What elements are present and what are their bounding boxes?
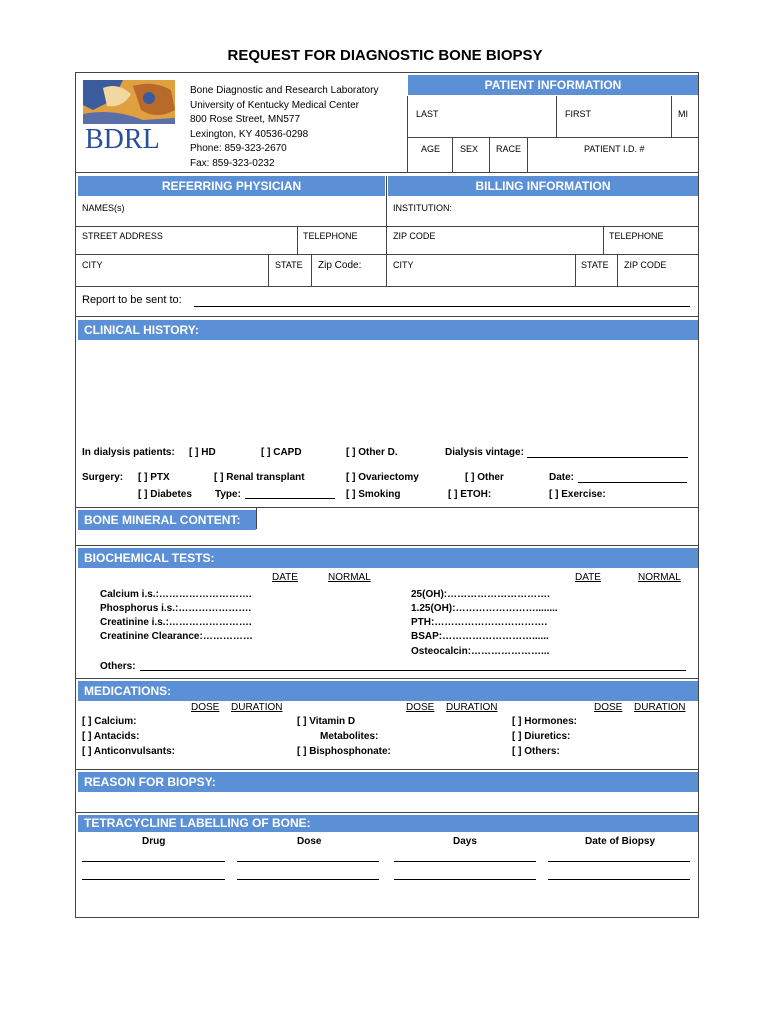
lab-address <box>190 84 378 172</box>
exercise-checkbox[interactable]: [ ] Exercise: <box>549 489 606 500</box>
other-surgery-checkbox[interactable]: [ ] Other <box>465 472 504 483</box>
address-line: University of Kentucky Medical Center <box>190 99 359 111</box>
calcium-test: Calcium i.s.:………………………. <box>100 589 252 600</box>
days-line-1[interactable] <box>394 861 536 862</box>
ptx-checkbox[interactable]: [ ] PTX <box>138 472 170 483</box>
med-duration-header-3: DURATION <box>634 702 686 713</box>
bill-state-label: STATE <box>581 260 609 270</box>
address-line: 800 Rose Street, MN577 <box>190 114 301 126</box>
patient-id-label: PATIENT I.D. # <box>584 144 645 154</box>
bio-date-header: DATE <box>272 572 298 583</box>
bio-date-header-2: DATE <box>575 572 601 583</box>
phosphorus-test: Phosphorus i.s.:…………………. <box>100 603 252 614</box>
drug-line-1[interactable] <box>82 861 225 862</box>
25oh-test: 25(OH):…………………………. <box>411 589 550 600</box>
diabetes-checkbox[interactable]: [ ] Diabetes <box>138 489 192 500</box>
vitamin-d-checkbox[interactable]: [ ] Vitamin D <box>297 716 356 727</box>
date-of-biopsy-label: Date of Biopsy <box>585 836 656 847</box>
days-column-label: Days <box>453 836 477 847</box>
others-med-checkbox[interactable]: [ ] Others: <box>512 746 560 757</box>
med-dose-header-2: DOSE <box>406 702 435 713</box>
institution-label: INSTITUTION: <box>393 203 452 213</box>
surgery-date-label: Date: <box>549 472 575 483</box>
others-test-line[interactable] <box>140 670 686 671</box>
date-line-1[interactable] <box>548 861 690 862</box>
osteocalcin-test: Osteocalcin:…………………... <box>411 646 550 657</box>
days-line-2[interactable] <box>394 879 536 880</box>
others-test-label: Others: <box>100 661 136 672</box>
address-line: Fax: 859-323-0232 <box>190 157 275 169</box>
creatinine-clearance-test: Creatinine Clearance:…………… <box>100 631 253 642</box>
report-to-label: Report to be sent to: <box>82 294 182 306</box>
bio-normal-header: NORMAL <box>328 572 371 583</box>
address-line: Lexington, KY 40536-0298 <box>190 128 309 140</box>
med-dose-header: DOSE <box>191 702 220 713</box>
anticonvulsants-checkbox[interactable]: [ ] Anticonvulsants: <box>82 746 175 757</box>
tetracycline-header: TETRACYCLINE LABELLING OF BONE: <box>78 815 698 832</box>
bisphosphonate-checkbox[interactable]: [ ] Bisphosphonate: <box>297 746 391 757</box>
other-d-checkbox[interactable]: [ ] Other D. <box>346 447 398 458</box>
age-label: AGE <box>421 144 441 154</box>
dialysis-vintage-line[interactable] <box>527 457 688 458</box>
ref-zip-label: Zip Code: <box>318 260 362 271</box>
antacids-checkbox[interactable]: [ ] Antacids: <box>82 731 140 742</box>
med-dose-header-3: DOSE <box>594 702 623 713</box>
pth-test: PTH:……………………………. <box>411 617 548 628</box>
bsap-test: BSAP:………………………...... <box>411 631 549 642</box>
reason-biopsy-header: REASON FOR BIOPSY: <box>78 772 698 792</box>
bill-zip2-label: ZIP CODE <box>624 260 667 270</box>
dose-line-2[interactable] <box>237 879 379 880</box>
bill-zip-label: ZIP CODE <box>393 231 436 241</box>
form-title: REQUEST FOR DIAGNOSTIC BONE BIOPSY <box>227 47 543 64</box>
hd-checkbox[interactable]: [ ] HD <box>189 447 216 458</box>
diuretics-checkbox[interactable]: [ ] Diuretics: <box>512 731 571 742</box>
mi-label: MI <box>678 109 688 119</box>
hormones-checkbox[interactable]: [ ] Hormones: <box>512 716 577 727</box>
dose-line-1[interactable] <box>237 861 379 862</box>
surgery-date-line[interactable] <box>578 482 687 483</box>
street-address-label: STREET ADDRESS <box>82 231 163 241</box>
diabetes-type-label: Type: <box>215 489 241 500</box>
bone-mineral-header: BONE MINERAL CONTENT: <box>78 510 256 530</box>
biochemical-tests-header: BIOCHEMICAL TESTS: <box>78 548 698 568</box>
capd-checkbox[interactable]: [ ] CAPD <box>261 447 302 458</box>
bdrl-logo <box>83 80 175 152</box>
125oh-test: 1.25(OH):……………………........ <box>411 603 558 614</box>
address-line: Phone: 859-323-2670 <box>190 143 287 155</box>
renal-transplant-checkbox[interactable]: [ ] Renal transplant <box>214 472 305 483</box>
creatinine-test: Creatinine i.s.:……………………. <box>100 617 252 628</box>
ref-state-label: STATE <box>275 260 303 270</box>
first-name-label: FIRST <box>565 109 591 119</box>
bio-normal-header-2: NORMAL <box>638 572 681 583</box>
metabolites-label: Metabolites: <box>320 731 379 742</box>
last-name-label: LAST <box>416 109 439 119</box>
race-label: RACE <box>496 144 522 154</box>
calcium-checkbox[interactable]: [ ] Calcium: <box>82 716 137 727</box>
report-to-line[interactable] <box>194 306 690 307</box>
address-line: Bone Diagnostic and Research Laboratory <box>190 85 379 96</box>
referring-physician-header: REFERRING PHYSICIAN <box>78 176 385 196</box>
etoh-checkbox[interactable]: [ ] ETOH: <box>448 489 492 500</box>
drug-line-2[interactable] <box>82 879 225 880</box>
date-line-2[interactable] <box>548 879 690 880</box>
bill-city-label: CITY <box>393 260 414 270</box>
ovariectomy-checkbox[interactable]: [ ] Ovariectomy <box>346 472 419 483</box>
billing-info-header: BILLING INFORMATION <box>388 176 698 196</box>
svg-text:BDRL: BDRL <box>85 124 160 152</box>
med-duration-header-2: DURATION <box>446 702 498 713</box>
med-duration-header: DURATION <box>231 702 283 713</box>
names-label: NAMES(s) <box>82 203 125 213</box>
sex-label: SEX <box>460 144 479 154</box>
medications-header: MEDICATIONS: <box>78 681 698 701</box>
dose-column-label: Dose <box>297 836 322 847</box>
diabetes-type-line[interactable] <box>245 498 335 499</box>
clinical-history-header: CLINICAL HISTORY: <box>78 320 698 340</box>
ref-telephone-label: TELEPHONE <box>303 231 358 241</box>
smoking-checkbox[interactable]: [ ] Smoking <box>346 489 401 500</box>
bill-telephone-label: TELEPHONE <box>609 231 664 241</box>
ref-city-label: CITY <box>82 260 103 270</box>
drug-column-label: Drug <box>142 836 166 847</box>
patient-info-header: PATIENT INFORMATION <box>408 75 698 95</box>
dialysis-vintage-label: Dialysis vintage: <box>445 447 524 458</box>
dialysis-label: In dialysis patients: <box>82 447 175 458</box>
surgery-label: Surgery: <box>82 472 124 483</box>
